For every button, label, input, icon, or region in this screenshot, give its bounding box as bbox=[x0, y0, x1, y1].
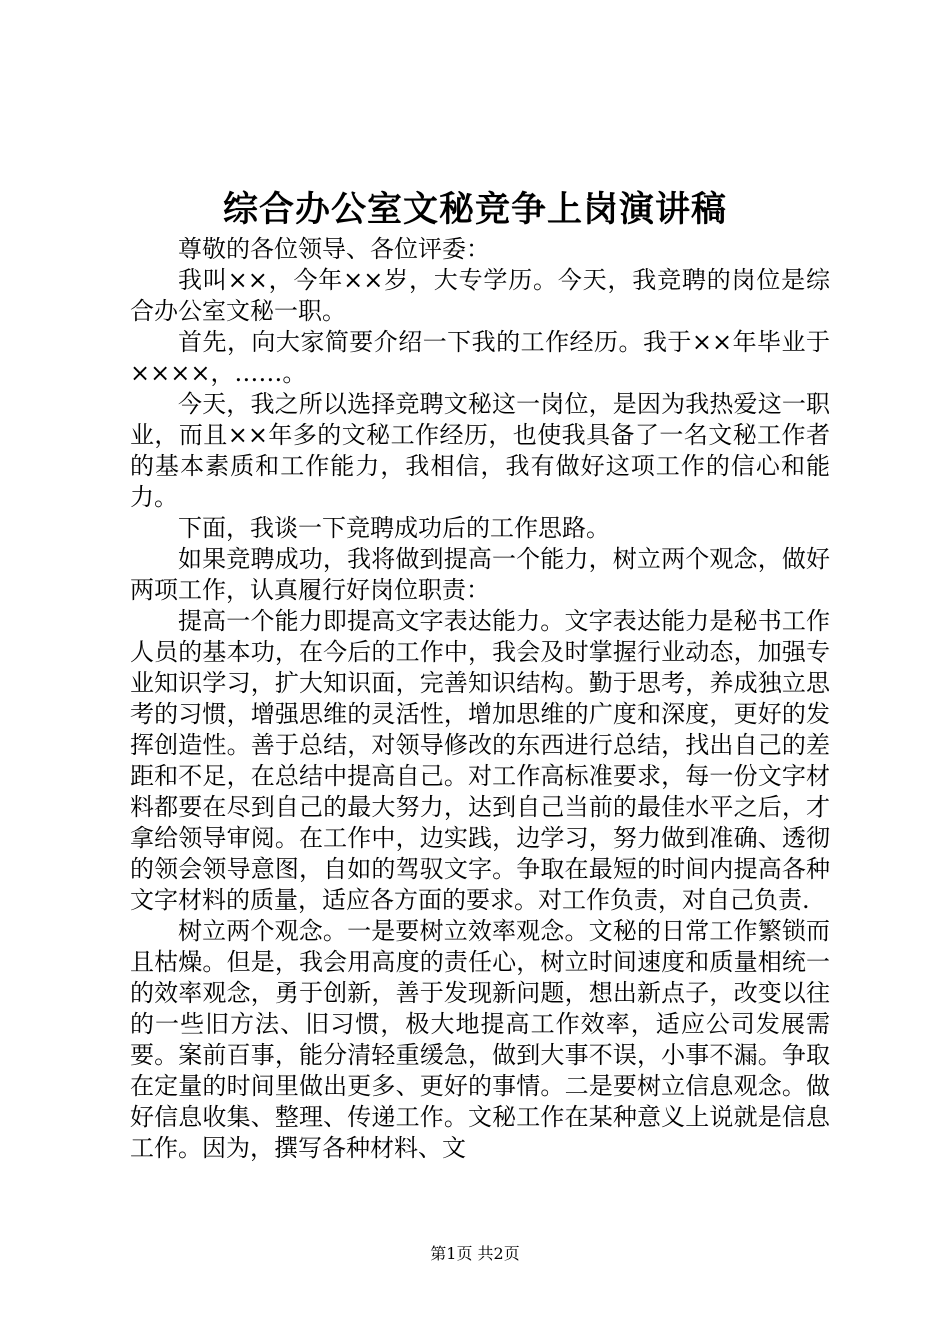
paragraph-two-concepts: 树立两个观念。一是要树立效率观念。文秘的日常工作繁锁而且枯燥。但是，我会用高度的责任心，树立时间速度和质量相统一的效率观念，勇于创新，善于发现新问题，想出新点子，改变以往的一些旧方法、旧习惯，极大地提高工作效率，适应公司发展需要。案前百事，能分清轻重缓急，做到大事不误，小事不漏。争取在定量的时间里做出更多、更好的事情。二是要树立信息观念。做好信息收集、整理、传递工作。文秘工作在某种意义上说就是信息工作。因为，撰写各种材料、文 bbox=[130, 917, 830, 1162]
paragraph-writing-ability: 提高一个能力即提高文字表达能力。文字表达能力是秘书工作人员的基本功，在今后的工作中，我会及时掌握行业动态，加强专业知识学习，扩大知识面，完善知识结构。勤于思考，养成独立思考的习惯，增强思维的灵活性，增加思维的广度和深度，更好的发挥创造性。善于总结，对领导修改的东西进行总结，找出自己的差距和不足，在总结中提高自己。对工作高标准要求，每一份文字材料都要在尽到自己的最大努力，达到自己当前的最佳水平之后，才拿给领导审阅。在工作中，边实践，边学习，努力做到准确、透彻的领会领导意图，自如的驾驭文字。争取在最短的时间内提高各种文字材料的质量，适应各方面的要求。对工作负责，对自己负责. bbox=[130, 607, 830, 914]
paragraph-work-history: 首先，向大家简要介绍一下我的工作经历。我于××年毕业于××××，……。 bbox=[130, 328, 830, 387]
paragraph-self-intro: 我叫××，今年××岁，大专学历。今天，我竞聘的岗位是综合办公室文秘一职。 bbox=[130, 266, 830, 325]
page-number-footer: 第1页 共2页 bbox=[430, 1244, 520, 1263]
paragraph-transition: 下面，我谈一下竞聘成功后的工作思路。 bbox=[178, 514, 610, 542]
document-title: 综合办公室文秘竞争上岗演讲稿 bbox=[222, 189, 727, 230]
document-body bbox=[130, 234, 830, 1164]
paragraph-plan-overview: 如果竞聘成功，我将做到提高一个能力，树立两个观念，做好两项工作，认真履行好岗位职责： bbox=[130, 545, 830, 604]
paragraph-motivation: 今天，我之所以选择竞聘文秘这一岗位，是因为我热爱这一职业，而且××年多的文秘工作经历，也使我具备了一名文秘工作者的基本素质和工作能力，我相信，我有做好这项工作的信心和能力。 bbox=[130, 390, 830, 511]
paragraph-salutation: 尊敬的各位领导、各位评委： bbox=[178, 235, 490, 263]
